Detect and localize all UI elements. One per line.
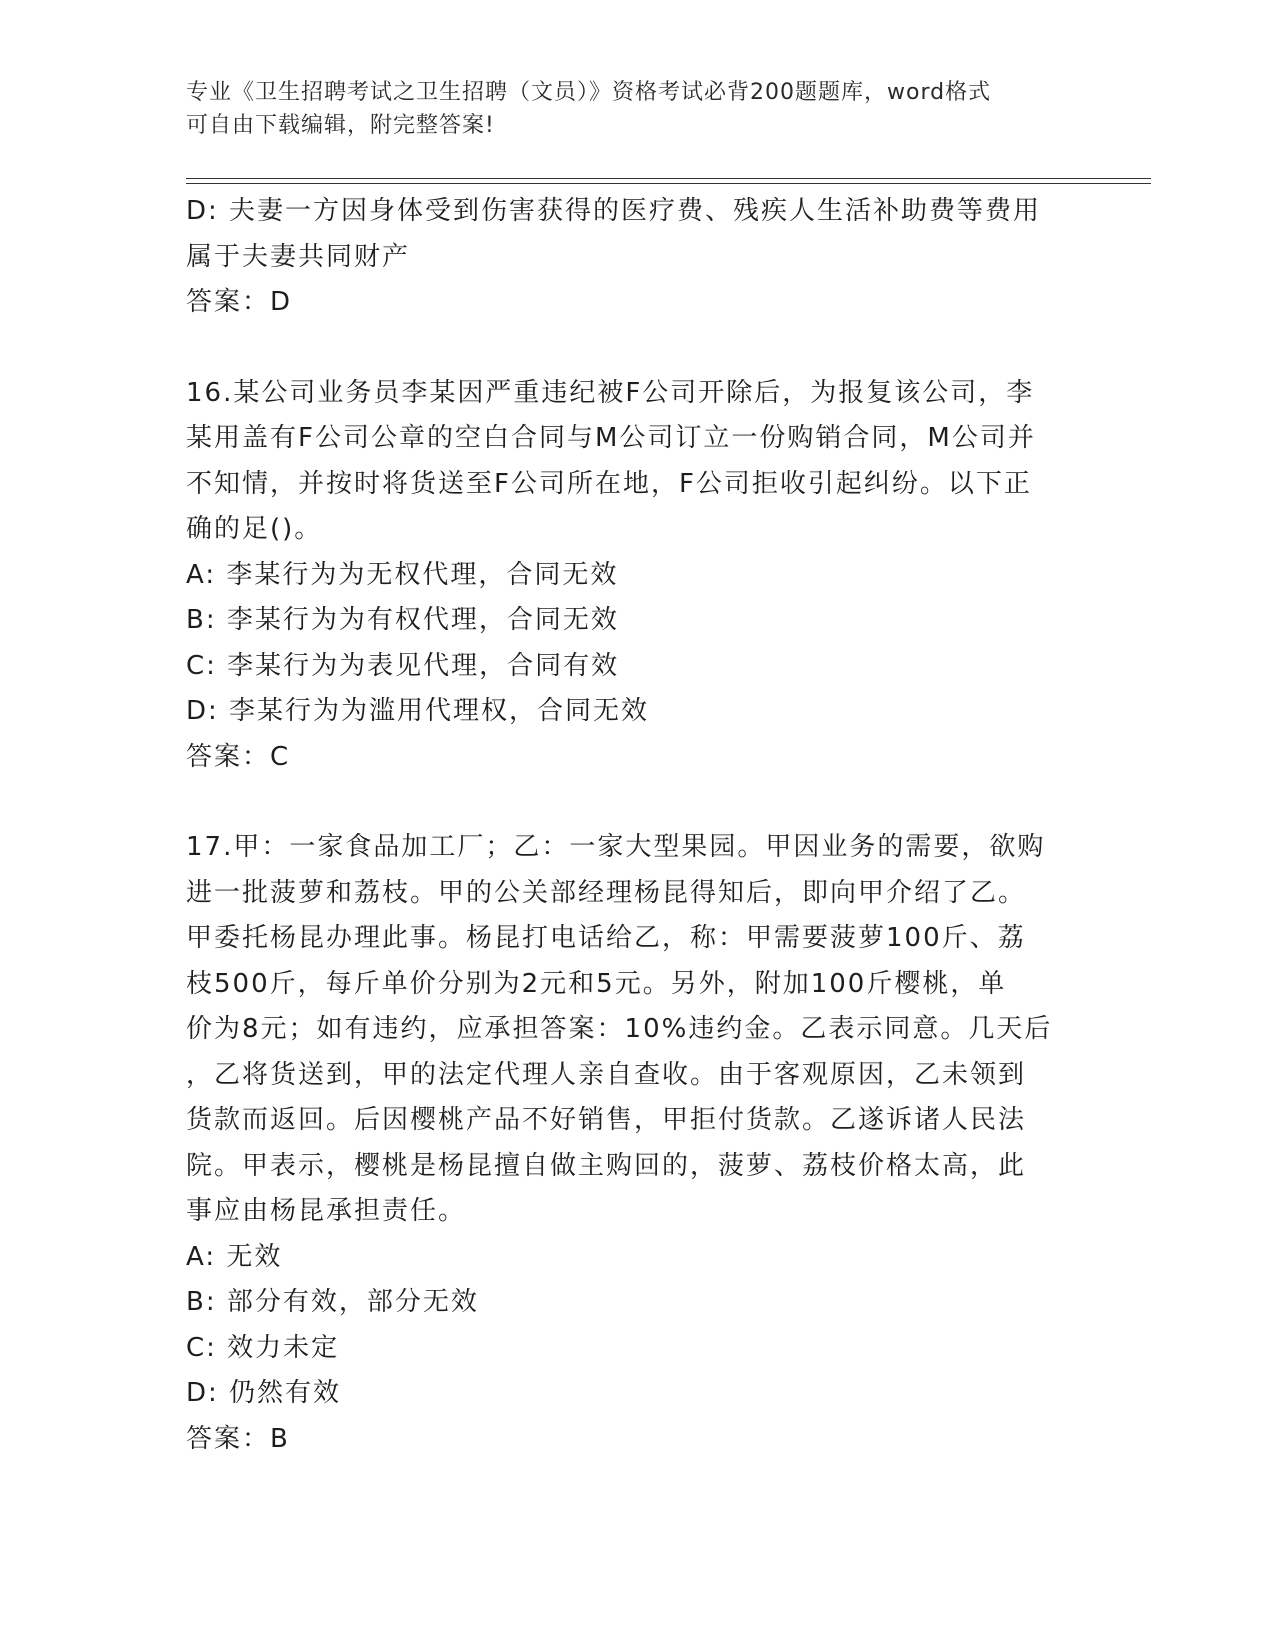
question-16: [186, 371, 1086, 781]
header-divider-top: [186, 178, 1151, 179]
q16-stem-line: 确的足()。: [186, 514, 323, 544]
q17-stem-line: 17.甲：一家食品加工厂；乙：一家大型果园。甲因业务的需要，欲购: [186, 832, 1046, 862]
q17-stem-line: 甲委托杨昆办理此事。杨昆打电话给乙，称：甲需要菠萝100斤、荔: [186, 923, 1026, 953]
header-line-1: 专业《卫生招聘考试之卫生招聘（文员）》资格考试必背200题题库，word格式: [186, 80, 992, 105]
q17-stem-line: ，乙将货送到，甲的法定代理人亲自查收。由于客观原因，乙未领到: [186, 1059, 1027, 1090]
q17-stem-line: 院。甲表示，樱桃是杨昆擅自做主购回的，菠萝、荔枝价格太高，此: [186, 1150, 1027, 1181]
document-body: [186, 189, 1086, 1462]
q17-stem-line: 事应由杨昆承担责任。: [186, 1196, 467, 1226]
q17-stem-line: 进一批菠萝和荔枝。甲的公关部经理杨昆得知后，即向甲介绍了乙。: [186, 877, 1027, 908]
q17-stem-line: 货款而返回。后因樱桃产品不好销售，甲拒付货款。乙遂诉诸人民法: [186, 1105, 1027, 1135]
q16-answer: 答案：C: [186, 741, 291, 772]
document-header: [186, 76, 1086, 142]
q17-option-b: B: 部分有效，部分无效: [186, 1287, 479, 1317]
q16-option-a: A: 李某行为为无权代理，合同无效: [186, 559, 619, 590]
q17-option-d: D: 仍然有效: [186, 1378, 342, 1408]
q16-stem-line: 不知情，并按时将货送至F公司所在地，F公司拒收引起纠纷。以下正: [186, 468, 1032, 499]
spacer: [186, 326, 1086, 371]
q16-option-b: B: 李某行为为有权代理，合同无效: [186, 605, 619, 635]
q16-stem-line: 16.某公司业务员李某因严重违纪被F公司开除后，为报复该公司，李: [186, 377, 1035, 408]
q16-stem-line: 某用盖有F公司公章的空白合同与M公司订立一份购销合同，M公司并: [186, 423, 1036, 453]
prev-option-d-line-1: D: 夫妻一方因身体受到伤害获得的医疗费、残疾人生活补助费等费用: [186, 196, 1042, 226]
header-divider-bottom: [186, 183, 1151, 184]
q16-option-d: D: 李某行为为滥用代理权，合同无效: [186, 696, 650, 726]
q17-option-c: C: 效力未定: [186, 1332, 340, 1363]
spacer: [186, 780, 1086, 825]
q17-option-a: A: 无效: [186, 1241, 283, 1272]
q17-answer: 答案：B: [186, 1423, 290, 1454]
q17-stem-line: 枝500斤，每斤单价分别为2元和5元。另外，附加100斤樱桃，单: [186, 968, 1007, 999]
prev-option-d-line-2: 属于夫妻共同财产: [186, 241, 411, 272]
q16-option-c: C: 李某行为为表见代理，合同有效: [186, 650, 620, 681]
header-line-2: 可自由下载编辑，附完整答案!: [186, 113, 495, 138]
question-17: [186, 825, 1086, 1462]
q17-stem-line: 价为8元；如有违约，应承担答案：10%违约金。乙表示同意。几天后: [186, 1014, 1053, 1044]
prev-answer: 答案：D: [186, 287, 293, 317]
